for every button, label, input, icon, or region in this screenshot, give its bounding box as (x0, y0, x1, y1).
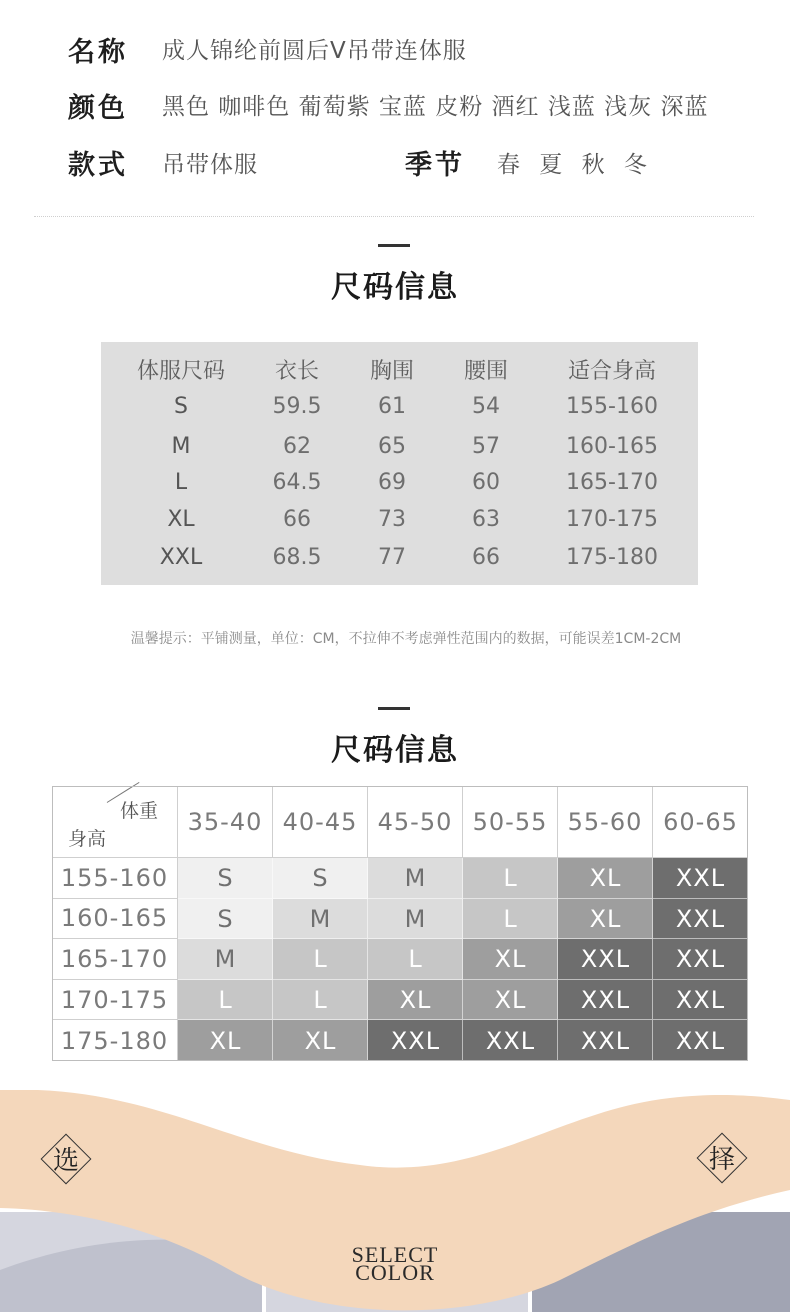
color-label: 颜色 (68, 93, 128, 124)
size-cell-xxl: XXL (653, 858, 748, 899)
title-dash (378, 707, 410, 710)
size-cell-l: L (178, 980, 273, 1021)
size-cell-waist: 66 (472, 545, 500, 570)
section-divider (34, 216, 754, 217)
size-cell-m: M (368, 899, 463, 940)
size-header-length: 衣长 (274, 359, 319, 384)
select-char-right: 择 (708, 1145, 735, 1175)
measurement-note: 温馨提示：平铺测量，单位：CM，不拉伸不考虑弹性范围内的数据，可能误差1CM-2CM (130, 631, 682, 647)
size-cell-xxl: XXL (558, 939, 653, 980)
size-cell-height: 160-165 (566, 434, 658, 459)
size-cell-chest: 65 (378, 434, 406, 459)
color-value: 黑色 咖啡色 葡萄紫 宝蓝 皮粉 酒红 浅蓝 浅灰 深蓝 (162, 94, 709, 120)
size-cell-m: M (178, 939, 273, 980)
weight-height-table (52, 786, 748, 1061)
size-cell-s: S (178, 858, 273, 899)
weight-header: 45-50 (368, 786, 463, 858)
size-cell-length: 62 (283, 434, 311, 459)
size-cell-s: S (273, 858, 368, 899)
size-cell-height: 155-160 (566, 394, 658, 419)
size-cell-height: 175-180 (566, 545, 658, 570)
size-cell-xl: XL (273, 1020, 368, 1061)
size-cell-length: 59.5 (272, 394, 322, 419)
size-cell-length: 68.5 (272, 545, 322, 570)
size-cell-l: L (273, 980, 368, 1021)
size-cell-xl: XL (368, 980, 463, 1021)
size-cell-m: M (368, 858, 463, 899)
style-value: 吊带体服 (162, 152, 258, 178)
weight-header: 35-40 (178, 786, 273, 858)
size-section-title: 尺码信息 (331, 270, 459, 305)
weight-header: 40-45 (273, 786, 368, 858)
size-header-waist: 腰围 (463, 359, 508, 384)
height-header: 165-170 (52, 939, 178, 980)
size-cell-xl: XL (463, 939, 558, 980)
size-cell-xxl: XXL (463, 1020, 558, 1061)
size-cell-l: L (463, 899, 558, 940)
info-row-style (0, 143, 790, 183)
size-cell-height: 170-175 (566, 507, 658, 532)
size-cell-xxl: XXL (653, 1020, 748, 1061)
size-cell-size: XXL (159, 545, 203, 570)
size-cell-chest: 69 (378, 470, 406, 495)
size-cell-l: L (273, 939, 368, 980)
size-cell-size: L (174, 470, 188, 495)
size-cell-waist: 57 (472, 434, 500, 459)
size-cell-size: M (171, 434, 191, 459)
select-text-line1: SELECT (351, 1242, 439, 1267)
size-cell-waist: 63 (472, 507, 500, 532)
size-cell-waist: 54 (472, 394, 500, 419)
weight-header: 55-60 (558, 786, 653, 858)
size-cell-xxl: XXL (558, 980, 653, 1021)
weight-section-title: 尺码信息 (331, 733, 459, 768)
info-row-color (0, 86, 790, 126)
height-header: 175-180 (52, 1020, 178, 1061)
table-corner (52, 786, 178, 858)
height-header: 155-160 (52, 858, 178, 899)
weight-header: 60-65 (653, 786, 748, 858)
select-text-line2: COLOR (355, 1260, 435, 1285)
size-cell-xxl: XXL (368, 1020, 463, 1061)
title-dash (378, 244, 410, 247)
size-cell-xl: XL (178, 1020, 273, 1061)
size-cell-waist: 60 (472, 470, 500, 495)
info-row-name (0, 28, 790, 68)
height-header: 170-175 (52, 980, 178, 1021)
size-cell-size: XL (167, 507, 195, 532)
size-cell-s: S (178, 899, 273, 940)
season-label: 季节 (405, 150, 465, 181)
size-cell-xl: XL (558, 858, 653, 899)
size-header-height: 适合身高 (567, 359, 656, 384)
size-cell-xl: XL (463, 980, 558, 1021)
corner-weight-label: 体重 (120, 800, 159, 822)
size-cell-m: M (273, 899, 368, 940)
size-cell-l: L (368, 939, 463, 980)
season-value: 春 夏 秋 冬 (497, 152, 653, 178)
size-cell-l: L (463, 858, 558, 899)
size-cell-length: 64.5 (272, 470, 322, 495)
size-cell-xxl: XXL (558, 1020, 653, 1061)
size-header-chest: 胸围 (369, 359, 414, 384)
size-cell-size: S (174, 394, 188, 419)
size-cell-chest: 73 (378, 507, 406, 532)
style-label: 款式 (68, 150, 128, 181)
size-table (101, 342, 698, 585)
size-cell-xxl: XXL (653, 899, 748, 940)
size-cell-xxl: XXL (653, 939, 748, 980)
select-char-left: 选 (52, 1146, 79, 1176)
size-cell-chest: 77 (378, 545, 406, 570)
size-cell-xxl: XXL (653, 980, 748, 1021)
size-cell-xl: XL (558, 899, 653, 940)
height-header: 160-165 (52, 899, 178, 940)
size-cell-height: 165-170 (566, 470, 658, 495)
corner-height-label: 身高 (68, 828, 107, 850)
name-label: 名称 (68, 37, 128, 68)
size-cell-length: 66 (283, 507, 311, 532)
size-header-size: 体服尺码 (136, 359, 225, 384)
name-value: 成人锦纶前圆后V吊带连体服 (162, 38, 467, 64)
weight-header: 50-55 (463, 786, 558, 858)
size-cell-chest: 61 (378, 394, 406, 419)
